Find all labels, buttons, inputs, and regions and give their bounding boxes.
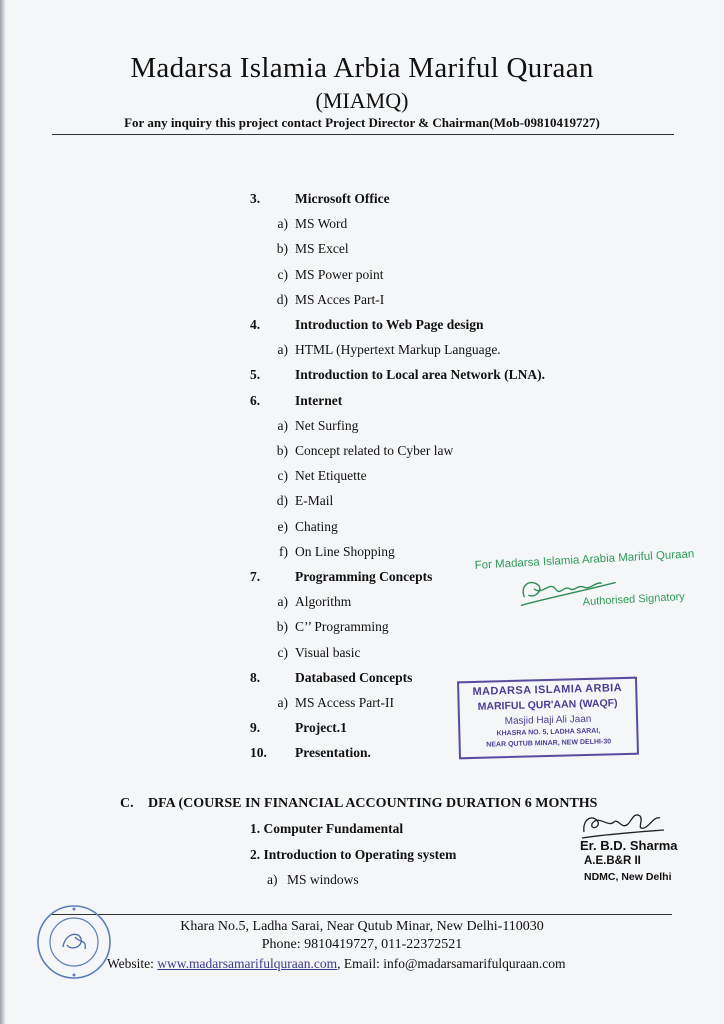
item-text: MS Word <box>295 216 348 232</box>
item-letter: c) <box>277 266 288 282</box>
email-address[interactable]: info@madarsamarifulquraan.com <box>383 956 566 971</box>
website-label: Website: <box>107 956 158 971</box>
madarsa-rubber-stamp <box>457 677 639 760</box>
item-letter: a) <box>277 695 288 710</box>
item-text: On Line Shopping <box>295 543 395 559</box>
header-abbreviation: (MIAMQ) <box>315 88 409 113</box>
engineer-name: Er. B.D. Sharma <box>580 838 678 853</box>
item-text: Net Etiquette <box>295 468 367 484</box>
footer-address: Khara No.5, Ladha Sarai, Near Qutub Minar, New Delhi-110030 <box>180 919 544 934</box>
section-heading: Introduction to Web Page design <box>295 317 484 332</box>
section-c-letter: C. <box>120 796 134 811</box>
item-text: MS Excel <box>295 241 349 257</box>
item-letter: e) <box>277 518 288 534</box>
section-heading: Introduction to Local area Network (LNA). <box>295 367 545 383</box>
engineer-stamp <box>576 808 706 888</box>
footer-phone: Phone: 9810419727, 011-22372521 <box>261 937 463 952</box>
section-number: 3. <box>250 191 261 206</box>
section-heading: Microsoft Office <box>295 191 390 206</box>
stamp-line: NEAR QUTUB MINAR, NEW DELHI-30 <box>486 738 612 749</box>
item-text: HTML (Hypertext Markup Language. <box>295 342 501 358</box>
header-rule <box>52 134 674 135</box>
section-c-sub-item: MS windows <box>287 872 359 887</box>
item-text: Concept related to Cyber law <box>295 443 454 458</box>
item-text: Visual basic <box>295 644 361 660</box>
header-title: Madarsa Islamia Arbia Mariful Quraan <box>130 52 594 84</box>
section-number: 9. <box>250 720 261 736</box>
stamp-line: Masjid Haji Ali Jaan <box>504 713 592 728</box>
item-text: Chating <box>295 518 338 534</box>
item-letter: d) <box>276 493 288 509</box>
section-heading: Project.1 <box>295 720 347 736</box>
footer-rule <box>52 914 672 915</box>
item-text: MS Access Part-II <box>295 695 394 710</box>
section-number: 7. <box>250 569 261 584</box>
header-inquiry-line: For any inquiry this project contact Project Director & Chairman(Mob-09810419727) <box>124 115 600 130</box>
scan-edge <box>0 0 6 1024</box>
section-heading: Databased Concepts <box>295 669 413 685</box>
item-letter: d) <box>276 291 288 307</box>
section-heading: Internet <box>295 392 343 408</box>
item-text: E-Mail <box>295 493 334 509</box>
item-text: C’’ Programming <box>295 619 389 635</box>
item-letter: b) <box>276 241 288 257</box>
item-letter: a) <box>277 216 288 232</box>
footer-contact <box>107 956 565 972</box>
item-letter: c) <box>277 644 288 660</box>
section-number: 6. <box>250 392 261 408</box>
engineer-org: NDMC, New Delhi <box>584 871 672 883</box>
stamp-line: KHASRA NO. 5, LADHA SARAI, <box>496 727 601 738</box>
engineer-title: A.E.B&R II <box>584 855 641 867</box>
item-letter: a) <box>277 417 288 433</box>
item-text: MS Acces Part-I <box>295 291 385 307</box>
item-text: Net Surfing <box>295 417 359 433</box>
item-letter: a) <box>277 342 288 358</box>
section-c-item: 1. Computer Fundamental <box>250 821 404 836</box>
stamp-role-text: Authorised Signatory <box>582 590 686 609</box>
section-c-title: DFA (COURSE IN FINANCIAL ACCOUNTING DURATION 6 MONTHS <box>148 796 598 811</box>
item-letter: b) <box>276 443 288 458</box>
stamp-org-text: For Madarsa Islamia Arabia Mariful Quraan <box>474 548 695 572</box>
item-letter: c) <box>277 468 288 484</box>
authorised-signatory-stamp <box>474 542 700 634</box>
item-letter: a) <box>277 594 288 610</box>
email-label: , Email: <box>337 956 384 971</box>
stamp-line: MARIFUL QUR'AAN (WAQF) <box>477 697 618 713</box>
item-letter: f) <box>279 543 288 559</box>
website-link[interactable]: www.madarsamarifulquraan.com <box>157 956 338 971</box>
section-number: 4. <box>250 317 261 332</box>
section-number: 10. <box>250 745 267 761</box>
section-c-item: 2. Introduction to Operating system <box>250 847 457 862</box>
section-number: 8. <box>250 669 261 685</box>
section-number: 5. <box>250 367 261 383</box>
item-text: MS Power point <box>295 266 384 282</box>
section-c-sub-letter: a) <box>267 872 278 887</box>
signature-icon <box>578 808 668 840</box>
item-text: Algorithm <box>295 594 352 610</box>
section-heading: Presentation. <box>295 745 371 761</box>
section-heading: Programming Concepts <box>295 569 433 584</box>
item-letter: b) <box>276 619 288 635</box>
stamp-line: MADARSA ISLAMIA ARBIA <box>472 682 623 698</box>
